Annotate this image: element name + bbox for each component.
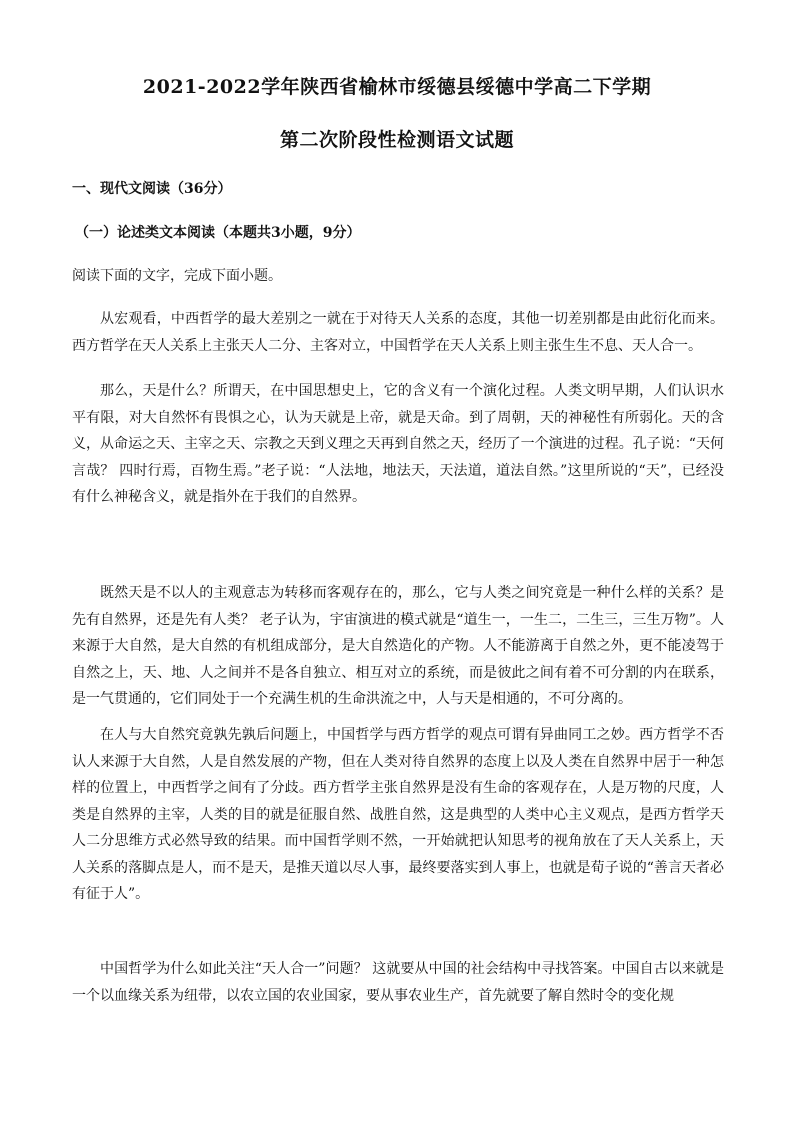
- passage-paragraph-5: 中国哲学为什么如此关注“天人合一”问题？ 这就要从中国的社会结构中寻找答案。中国自古以来就是一个以血缘关系为纽带，以农立国的农业国家，要从事农业生产，首先就要了解自然时令的变化规: [72, 961, 724, 1004]
- passage-paragraph-1: 从宏观看，中西哲学的最大差别之一就在于对待天人关系的态度，其他一切差别都是由此衍化而来。西方哲学在天人关系上主张天人二分、主客对立，中国哲学在天人关系上则主张生生不息、天人合一。: [72, 311, 724, 354]
- passage-paragraph-4: 在人与大自然究竟孰先孰后问题上，中国哲学与西方哲学的观点可谓有异曲同工之妙。西方哲学不否认人来源于大自然，人是自然发展的产物，但在人类对待自然界的态度上以及人类在自然界中居于一种怎样的位置上，中西哲学之间有了分歧。西方哲学主张自然界是没有生命的客观存在，人是万物的尺度，人类是自然界的主宰，人类的目的就是征服自然、战胜自然，这是典型的人类中心主义观点，是西方哲学天人二分思维方式必然导致的结果。而中国哲学则不然，一开始就把认知思考的视角放在了天人关系上，天人关系的落脚点是人，而不是天，是推天道以尽人事，最终要落实到人事上，也就是荀子说的“善言天者必有征于人”。: [72, 727, 724, 902]
- subsection-heading: （一）论述类文本阅读（本题共3小题，9分）: [75, 225, 361, 241]
- section-heading: 一、现代文阅读（36分）: [72, 181, 232, 197]
- document-title-line-1: 2021-2022学年陕西省榆林市绥德县绥德中学高二下学期: [142, 76, 652, 98]
- document-title-line-2: 第二次阶段性检测语文试题: [279, 129, 514, 151]
- passage-paragraph-3: 既然天是不以人的主观意志为转移而客观存在的，那么，它与人类之间究竟是一种什么样的关系？是先有自然界，还是先有人类？ 老子认为，宇宙演进的模式就是“道生一，一生二，二生三，三生万物”。人来源于大自然，是大自然的有机组成部分，是大自然造化的产物。人不能游离于自然之外，更不能凌驾于自然之上，天、地、人之间并不是各自独立、相互对立的系统，而是彼此之间有着不可分割的内在联系，是一气贯通的，它们同处于一个充满生机的生命洪流之中，人与天是相通的，不可分离的。: [72, 585, 724, 707]
- passage-paragraph-2: 那么，天是什么？所谓天，在中国思想史上，它的含义有一个演化过程。人类文明早期，人们认识水平有限，对大自然怀有畏惧之心，认为天就是上帝，就是天命。到了周朝，天的神秘性有所弱化。天的含义，从命运之天、主宰之天、宗教之天到义理之天再到自然之天，经历了一个演进的过程。孔子说：“天何言哉？ 四时行焉，百物生焉。”老子说：“人法地，地法天，天法道，道法自然。”这里所说的“天”，已经没有什么神秘含义，就是指外在于我们的自然界。: [72, 383, 724, 505]
- reading-instruction: 阅读下面的文字，完成下面小题。: [72, 268, 282, 284]
